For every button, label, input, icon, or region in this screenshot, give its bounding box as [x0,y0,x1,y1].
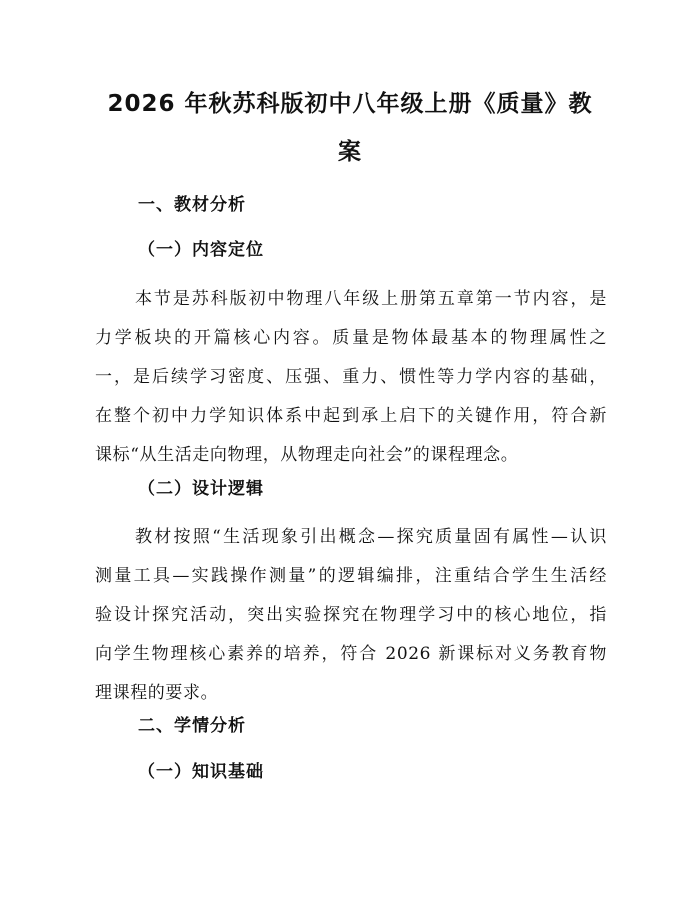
paragraph-content-positioning [95,280,607,475]
subsection-heading-content-positioning: （一）内容定位 [138,240,264,260]
paragraph-line: 验设计探究活动，突出实验探究在物理学习中的核心地位，指 [95,605,607,625]
paragraph-line: 力学板块的开篇核心内容。质量是物体最基本的物理属性之 [95,328,607,348]
document-title-line-1: 2026 年秋苏科版初中八年级上册《质量》教 [107,91,593,117]
document-title-line-2: 案 [338,139,362,165]
paragraph-line: 教材按照“生活现象引出概念—探究质量固有属性—认识 [135,527,607,547]
subsection-heading-knowledge-base: （一）知识基础 [138,762,264,782]
section-heading-textbook-analysis: 一、教材分析 [138,195,246,215]
paragraph-line: 课标“从生活走向物理，从物理走向社会”的课程理念。 [95,445,519,465]
section-heading-learner-analysis: 二、学情分析 [138,716,246,736]
paragraph-line: 测量工具—实践操作测量”的逻辑编排，注重结合学生生活经 [95,566,607,586]
paragraph-line: 本节是苏科版初中物理八年级上册第五章第一节内容，是 [135,289,607,309]
subsection-heading-design-logic: （二）设计逻辑 [138,479,264,499]
paragraph-line: 向学生物理核心素养的培养，符合 2026 新课标对义务教育物 [95,644,607,664]
paragraph-line: 一，是后续学习密度、压强、重力、惯性等力学内容的基础， [95,367,607,387]
paragraph-design-logic [95,518,607,713]
paragraph-line: 理课程的要求。 [95,683,219,703]
paragraph-line: 在整个初中力学知识体系中起到承上启下的关键作用，符合新 [95,406,607,426]
